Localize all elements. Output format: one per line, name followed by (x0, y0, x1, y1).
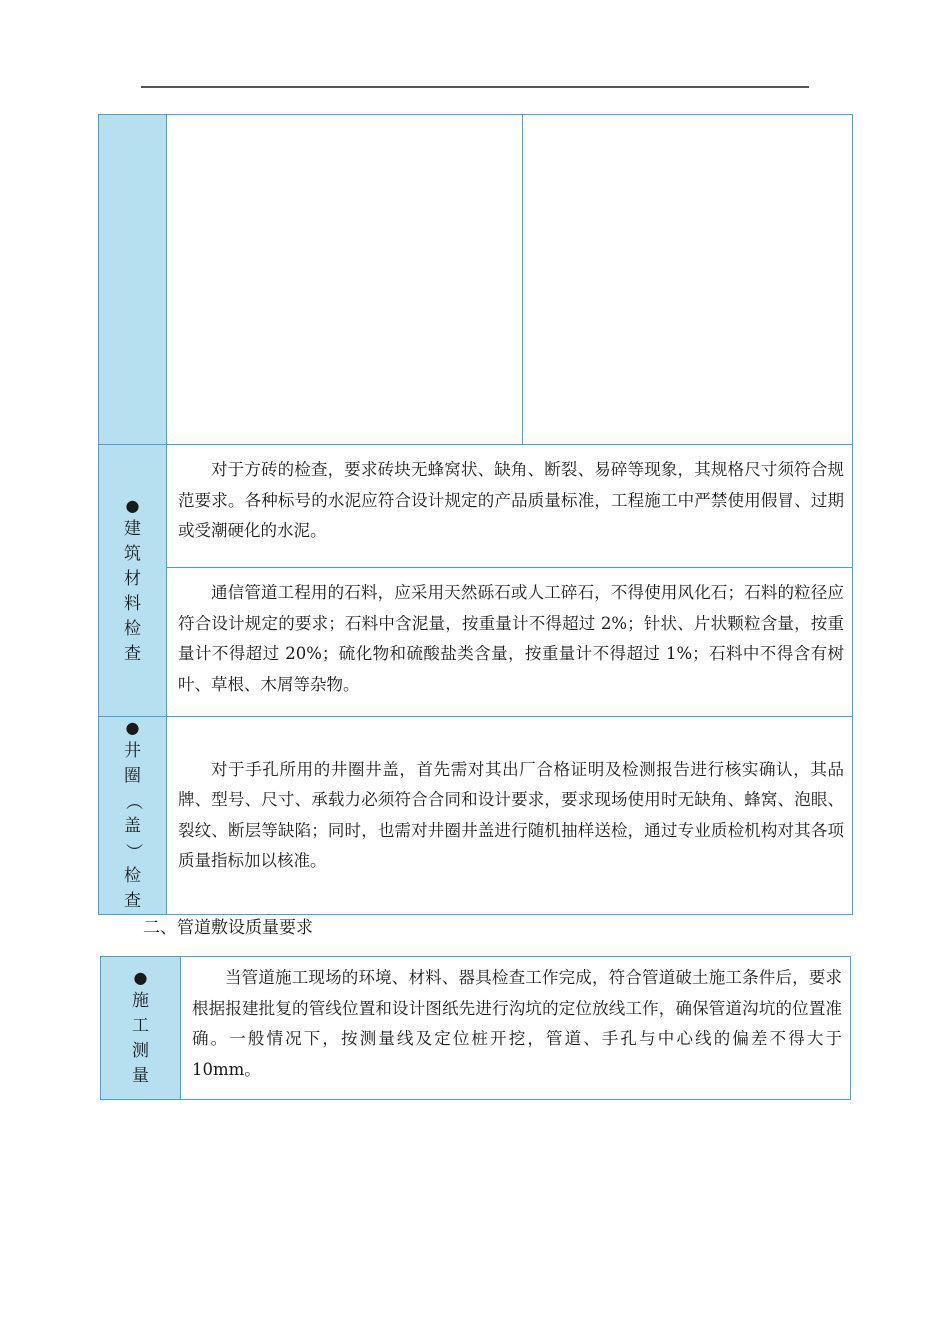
content-cell (167, 568, 853, 717)
label-char: 检 (124, 866, 141, 886)
side-label-cell (99, 717, 167, 915)
label-char: 施 (132, 991, 149, 1011)
paragraph-survey: 当管道施工现场的环境、材料、器具检查工作完成，符合管道破土施工条件后，要求根据报建批复的管线位置和设计图纸先进行沟坑的定位放线工作，确保管道沟坑的位置准确。一般情况下，按测量线及定位桩开挖，管道、手孔与中心线的偏差不得大于 10mm。 (192, 968, 842, 1079)
table-row (99, 445, 853, 568)
bullet-icon: ● (133, 968, 148, 987)
bullet-icon: ● (125, 495, 140, 515)
table-row (99, 568, 853, 717)
label-char: ） (123, 843, 143, 860)
label-char: 量 (132, 1066, 149, 1086)
content-cell (181, 957, 851, 1100)
inspection-table (98, 114, 853, 915)
label-char: 盖 (124, 816, 141, 836)
table-row (99, 717, 853, 915)
empty-cell (167, 115, 523, 445)
label-char: 查 (124, 643, 141, 664)
side-label-cell (99, 115, 167, 445)
table-row (101, 957, 851, 1100)
vertical-label-building-materials (99, 495, 166, 667)
label-char: 料 (124, 593, 141, 614)
empty-cell (523, 115, 853, 445)
paragraph-stone: 通信管道工程用的石料，应采用天然砾石或人工碎石，不得使用风化石；石料的粒径应符合设计规定的要求；石料中含泥量，按重量计不得超过 2%；针状、片状颗粒含量，按重量计不得超过 20%；硫化物和硫酸盐类含量，按重量计不得超过 1%；石料中不得含有树叶、草根、木屑等杂物。 (178, 583, 844, 694)
label-char: 检 (124, 618, 141, 639)
label-char: 井 (124, 741, 141, 761)
label-char: （ (123, 793, 143, 810)
label-char: 材 (124, 568, 141, 589)
label-char: 测 (132, 1041, 149, 1061)
label-char: 查 (124, 891, 141, 911)
side-label-cell (101, 957, 181, 1100)
vertical-label-manhole (99, 717, 166, 914)
header-rule (141, 86, 809, 88)
label-char: 建 (124, 518, 141, 539)
bullet-icon: ● (125, 718, 140, 737)
label-char: 筑 (124, 543, 141, 564)
paragraph-brick-cement: 对于方砖的检查，要求砖块无蜂窝状、缺角、断裂、易碎等现象，其规格尺寸须符合规范要求。各种标号的水泥应符合设计规定的产品质量标准，工程施工中严禁使用假冒、过期或受潮硬化的水泥。 (178, 460, 844, 540)
content-cell (167, 445, 853, 568)
paragraph-manhole: 对于手孔所用的井圈井盖，首先需对其出厂合格证明及检测报告进行核实确认，其品牌、型号、尺寸、承载力必须符合合同和设计要求，要求现场使用时无缺角、蜂窝、泡眼、裂纹、断层等缺陷；同时，也需对井圈井盖进行随机抽样送检，通过专业质检机构对其各项质量指标加以核准。 (178, 759, 844, 870)
survey-table (100, 956, 851, 1100)
content-cell (167, 717, 853, 915)
table-row (99, 115, 853, 445)
label-char: 圈 (124, 766, 141, 786)
section-heading: 二、管道敷设质量要求 (143, 918, 313, 938)
side-label-cell (99, 445, 167, 717)
vertical-label-survey (101, 967, 180, 1089)
label-char: 工 (132, 1016, 149, 1036)
